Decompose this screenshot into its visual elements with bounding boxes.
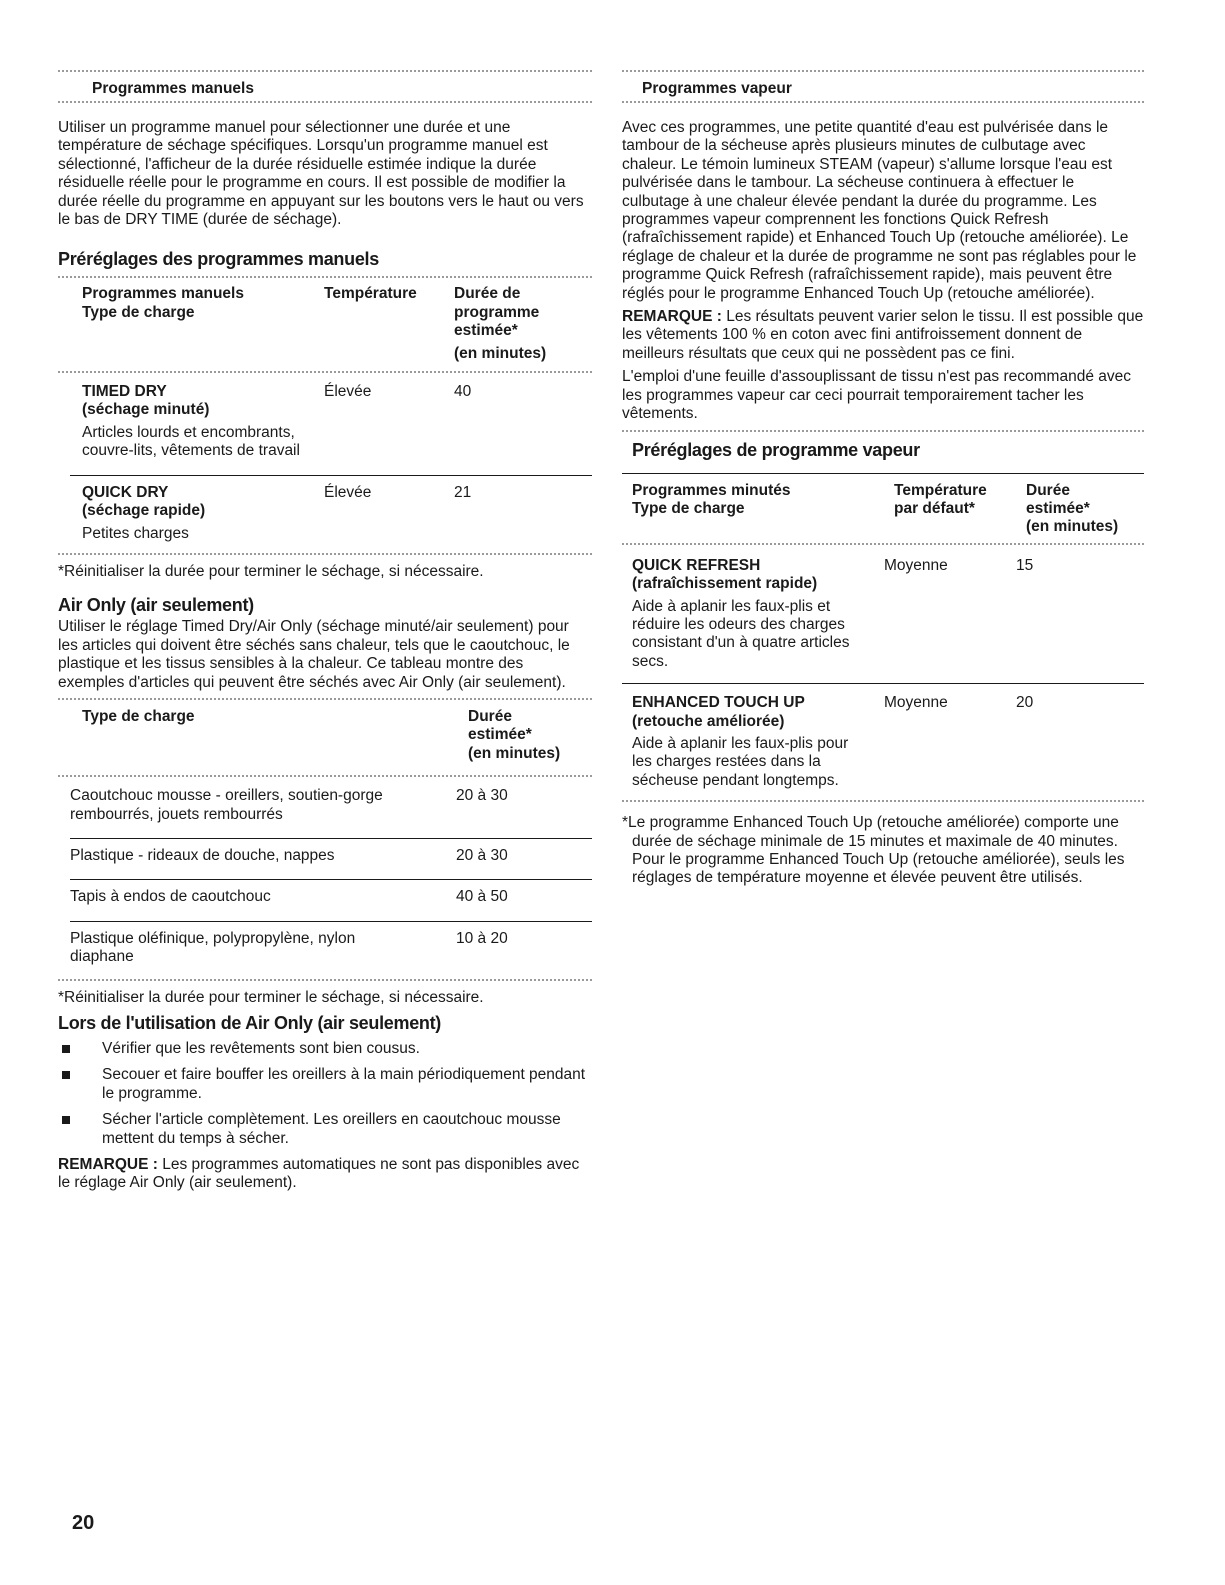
row-divider bbox=[70, 838, 592, 839]
row-divider bbox=[622, 683, 1144, 684]
program-temperature: Élevée bbox=[324, 483, 372, 501]
program-subname: (séchage rapide) bbox=[82, 502, 206, 520]
program-temperature: Moyenne bbox=[884, 694, 948, 712]
table-row bbox=[58, 787, 592, 838]
header-default: par défaut* bbox=[894, 499, 975, 517]
air-only-usage-heading: Lors de l'utilisation de Air Only (air seulement) bbox=[58, 1013, 441, 1033]
header-load-type: Type de charge bbox=[632, 499, 745, 517]
air-only-heading: Air Only (air seulement) bbox=[58, 595, 254, 616]
header-programs: Programmes manuels bbox=[82, 285, 244, 303]
program-subname: (séchage minuté) bbox=[82, 401, 210, 419]
table-header-row bbox=[58, 285, 592, 363]
table-row bbox=[622, 557, 1144, 683]
list-item bbox=[58, 1111, 592, 1148]
program-temperature: Moyenne bbox=[884, 556, 948, 574]
program-name: TIMED DRY bbox=[82, 383, 167, 401]
divider bbox=[622, 473, 1144, 474]
divider bbox=[622, 800, 1144, 802]
table-row bbox=[58, 930, 592, 979]
divider bbox=[58, 276, 592, 278]
program-duration: 20 bbox=[1016, 694, 1034, 712]
left-column bbox=[58, 70, 592, 1193]
program-duration: 21 bbox=[454, 483, 472, 501]
steam-programs-title: Programmes vapeur bbox=[642, 80, 792, 97]
manual-programs-title: Programmes manuels bbox=[92, 80, 254, 97]
load-type: Caoutchouc mousse - oreillers, soutien-gorge rembourrés, jouets rembourrés bbox=[70, 787, 383, 823]
program-name: ENHANCED TOUCH UP bbox=[632, 694, 805, 712]
program-subname: (rafraîchissement rapide) bbox=[632, 575, 818, 593]
program-subname: (retouche améliorée) bbox=[632, 712, 785, 730]
program-description: Articles lourds et encombrants, couvre-lits, vêtements de travail bbox=[82, 423, 300, 460]
steam-remark bbox=[622, 308, 1144, 363]
header-load-type: Type de charge bbox=[82, 303, 195, 321]
remark-text: Les programmes automatiques ne sont pas disponibles avec le réglage Air Only (air seulement). bbox=[58, 1156, 580, 1192]
load-duration: 20 à 30 bbox=[456, 787, 508, 805]
row-divider bbox=[70, 475, 592, 476]
air-only-table-header bbox=[58, 708, 592, 763]
table-header-row bbox=[622, 482, 1144, 537]
softener-note: L'emploi d'une feuille d'assouplissant de tissu n'est pas recommandé avec les programmes vapeur car ceci pourrait temporairement tacher les vêtements. bbox=[622, 368, 1131, 423]
table-row bbox=[58, 847, 592, 879]
program-description: Aide à aplanir les faux-plis et réduire les odeurs des charges consistant d'un à quatre articles secs. bbox=[632, 597, 850, 670]
header-unit: (en minutes) bbox=[1026, 518, 1119, 536]
header-duration: Durée de programme estimée* bbox=[454, 285, 540, 340]
steam-presets-heading: Préréglages de programme vapeur bbox=[632, 439, 920, 460]
air-only-intro: Utiliser le réglage Timed Dry/Air Only (séchage minuté/air seulement) pour les articles qui doivent être séchés sans chaleur, tels que le caoutchouc, le plastique et les tissus sensibles à la chaleur. Ce tableau montre des exemples d'articles qui peuvent être séchés avec Air Only (air seulement). bbox=[58, 618, 570, 691]
list-item bbox=[58, 1066, 592, 1103]
air-only-rows bbox=[58, 787, 592, 978]
header-programs: Programmes minutés bbox=[632, 481, 791, 499]
manual-presets-heading: Préréglages des programmes manuels bbox=[58, 249, 379, 270]
divider bbox=[622, 430, 1144, 432]
row-divider bbox=[70, 879, 592, 880]
header-duration: Durée bbox=[468, 707, 512, 725]
header-temperature: Température bbox=[324, 285, 417, 303]
list-item-text: Secouer et faire bouffer les oreillers à la main périodiquement pendant le programme. bbox=[102, 1066, 586, 1102]
program-description: Aide à aplanir les faux-plis pour les charges restées dans la sécheuse pendant longtemps. bbox=[632, 734, 849, 789]
program-temperature: Élevée bbox=[324, 383, 372, 401]
page-number: 20 bbox=[72, 1512, 95, 1534]
program-duration: 15 bbox=[1016, 556, 1034, 574]
air-only-footnote: *Réinitialiser la durée pour terminer le séchage, si nécessaire. bbox=[58, 988, 484, 1006]
load-type: Plastique - rideaux de douche, nappes bbox=[70, 846, 335, 864]
table-header-row bbox=[58, 708, 592, 763]
divider bbox=[58, 979, 592, 981]
header-unit: (en minutes) bbox=[454, 344, 547, 362]
load-type: Tapis à endos de caoutchouc bbox=[70, 888, 271, 906]
program-name: QUICK REFRESH bbox=[632, 556, 761, 574]
divider bbox=[622, 101, 1144, 103]
header-estimated: estimée* bbox=[1026, 499, 1090, 517]
manual-presets-rows bbox=[58, 484, 592, 553]
remark-text: Les résultats peuvent varier selon le tissu. Il est possible que les vêtements 100 % en coton avec fini antifroissement donnent de meilleurs résultats que ceux qui ne possèdent pas ce fini. bbox=[622, 308, 1144, 362]
air-only-usage-list bbox=[58, 1040, 592, 1148]
program-description: Petites charges bbox=[82, 524, 189, 542]
header-load-type: Type de charge bbox=[82, 707, 195, 725]
table-row bbox=[58, 383, 592, 475]
header-estimated: estimée* bbox=[468, 726, 532, 744]
divider bbox=[58, 553, 592, 555]
list-item-text: Vérifier que les revêtements sont bien cousus. bbox=[102, 1040, 420, 1057]
list-item bbox=[58, 1040, 592, 1058]
table-row bbox=[622, 694, 1144, 800]
air-only-remark bbox=[58, 1156, 592, 1193]
remark-label: REMARQUE : bbox=[58, 1156, 158, 1174]
divider bbox=[58, 101, 592, 103]
manual-programs-intro: Utiliser un programme manuel pour sélectionner une durée et une température de séchage spécifiques. Lorsqu'un programme manuel est sélectionné, l'afficheur de la durée résiduelle estimée indique la durée résiduelle réelle pour le programme en cours. Il est possible de modifier la durée réelle du programme en appuyant sur les boutons vers le haut ou vers le bas de DRY TIME (durée de séchage). bbox=[58, 119, 584, 229]
table-row bbox=[58, 888, 592, 920]
remark-label: REMARQUE : bbox=[622, 308, 722, 326]
bullet-icon bbox=[62, 1045, 70, 1053]
right-column bbox=[622, 70, 1144, 888]
steam-presets-rows bbox=[622, 557, 1144, 683]
steam-programs-intro: Avec ces programmes, une petite quantité d'eau est pulvérisée dans le tambour de la sécheuse après plusieurs minutes de culbutage avec chaleur. Le témoin lumineux STEAM (vapeur) s'allume lorsque l'eau est pulvérisée dans le tambour. La sécheuse continuera à effectuer le culbutage à une chaleur élevée pendant la durée du programme. Les programmes vapeur comprennent les fonctions Quick Refresh (rafraîchissement rapide) et Enhanced Touch Up (retouche améliorée). Le réglage de chaleur et la durée de programme ne sont pas réglables pour le programme Quick Refresh (rafraîchissement rapide), mais peuvent être réglés pour le programme Enhanced Touch Up (retouche améliorée). bbox=[622, 119, 1137, 302]
header-duration: Durée bbox=[1026, 481, 1070, 499]
bullet-icon bbox=[62, 1116, 70, 1124]
steam-presets-rows bbox=[622, 694, 1144, 800]
manual-presets-rows bbox=[58, 383, 592, 475]
load-type: Plastique oléfinique, polypropylène, nylon diaphane bbox=[70, 929, 356, 966]
program-name: QUICK DRY bbox=[82, 483, 169, 501]
steam-presets-header bbox=[622, 482, 1144, 537]
steam-presets-footnote: *Le programme Enhanced Touch Up (retouche améliorée) comporte une durée de séchage minimale de 15 minutes et maximale de 40 minutes. Pour le programme Enhanced Touch Up (retouche améliorée), seuls les réglages de température moyenne et élevée peuvent être utilisés. bbox=[622, 814, 1125, 887]
divider bbox=[58, 698, 592, 700]
divider bbox=[58, 775, 592, 777]
header-temperature: Température bbox=[894, 481, 987, 499]
header-unit: (en minutes) bbox=[468, 744, 561, 762]
manual-presets-footnote: *Réinitialiser la durée pour terminer le séchage, si nécessaire. bbox=[58, 562, 484, 580]
table-row bbox=[58, 484, 592, 553]
bullet-icon bbox=[62, 1071, 70, 1079]
manual-presets-table bbox=[58, 285, 592, 363]
load-duration: 40 à 50 bbox=[456, 888, 508, 906]
list-item-text: Sécher l'article complètement. Les oreillers en caoutchouc mousse mettent du temps à sécher. bbox=[102, 1111, 561, 1147]
program-duration: 40 bbox=[454, 383, 472, 401]
load-duration: 20 à 30 bbox=[456, 846, 508, 864]
divider bbox=[58, 371, 592, 373]
load-duration: 10 à 20 bbox=[456, 929, 508, 947]
divider bbox=[622, 543, 1144, 545]
row-divider bbox=[70, 921, 592, 922]
